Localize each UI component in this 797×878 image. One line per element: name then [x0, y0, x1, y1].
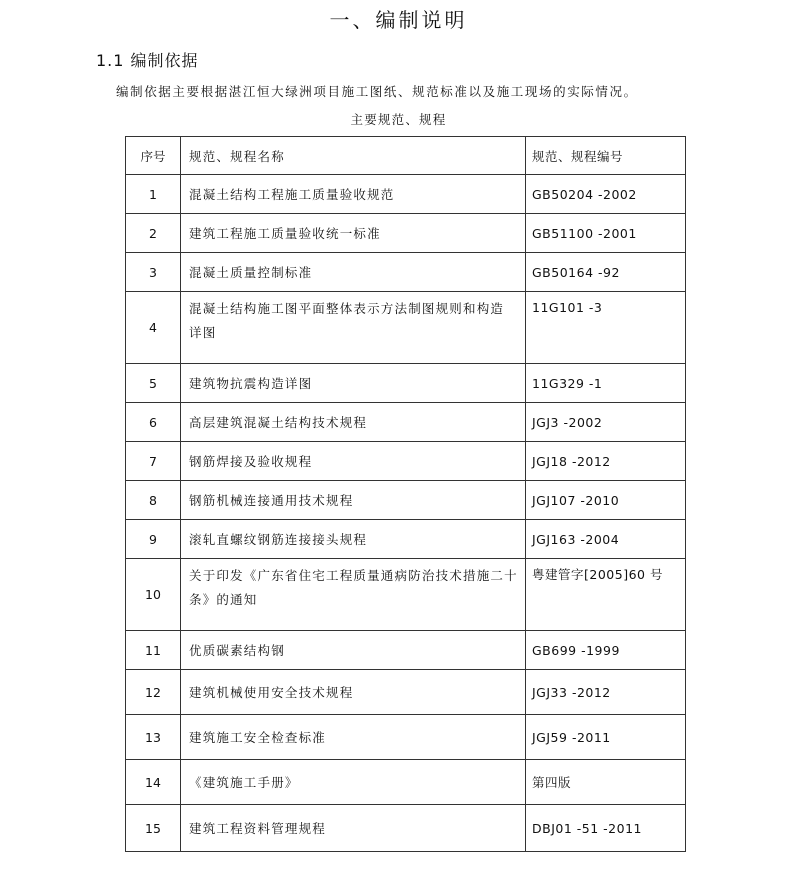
section-heading: 1.1 编制依据 [96, 51, 199, 70]
table-row [126, 292, 686, 364]
row-name-line2: 详图 [189, 325, 217, 340]
row-name [181, 292, 526, 364]
row-code: 11G329 -1 [526, 364, 686, 403]
row-name: 建筑机械使用安全技术规程 [181, 670, 526, 715]
row-name-line2: 条》的通知 [189, 592, 258, 607]
row-name: 高层建筑混凝土结构技术规程 [181, 403, 526, 442]
table-row [126, 175, 686, 214]
table-caption: 主要规范、规程 [350, 112, 447, 127]
table-row [126, 670, 686, 715]
row-name: 滚轧直螺纹钢筋连接接头规程 [181, 520, 526, 559]
header-name: 规范、规程名称 [181, 137, 526, 175]
row-name: 建筑工程资料管理规程 [181, 805, 526, 852]
row-code: GB699 -1999 [526, 631, 686, 670]
table-row [126, 403, 686, 442]
standards-table [125, 136, 686, 852]
row-code: GB50204 -2002 [526, 175, 686, 214]
row-name: 建筑物抗震构造详图 [181, 364, 526, 403]
row-no: 1 [126, 175, 181, 214]
row-code: JGJ3 -2002 [526, 403, 686, 442]
row-name: 优质碳素结构钢 [181, 631, 526, 670]
row-name: 混凝土质量控制标准 [181, 253, 526, 292]
row-name: 《建筑施工手册》 [181, 760, 526, 805]
row-code: JGJ107 -2010 [526, 481, 686, 520]
row-code: DBJ01 -51 -2011 [526, 805, 686, 852]
row-code: JGJ59 -2011 [526, 715, 686, 760]
row-name: 钢筋机械连接通用技术规程 [181, 481, 526, 520]
header-code: 规范、规程编号 [526, 137, 686, 175]
table-row [126, 805, 686, 852]
row-no: 10 [126, 559, 181, 631]
table-header-row [126, 137, 686, 175]
table-row [126, 253, 686, 292]
row-code: GB50164 -92 [526, 253, 686, 292]
table-row [126, 520, 686, 559]
row-name: 建筑工程施工质量验收统一标准 [181, 214, 526, 253]
row-no: 8 [126, 481, 181, 520]
row-no: 3 [126, 253, 181, 292]
row-no: 5 [126, 364, 181, 403]
row-no: 4 [126, 292, 181, 364]
row-code: JGJ33 -2012 [526, 670, 686, 715]
row-code: 粤建管字[2005]60 号 [526, 559, 686, 631]
table-row [126, 631, 686, 670]
row-no: 12 [126, 670, 181, 715]
table-row [126, 214, 686, 253]
row-code: 第四版 [526, 760, 686, 805]
row-code: 11G101 -3 [526, 292, 686, 364]
row-no: 14 [126, 760, 181, 805]
header-no: 序号 [126, 137, 181, 175]
row-no: 7 [126, 442, 181, 481]
row-name: 钢筋焊接及验收规程 [181, 442, 526, 481]
row-no: 13 [126, 715, 181, 760]
row-name-line1: 混凝土结构施工图平面整体表示方法制图规则和构造 [189, 301, 505, 316]
row-name-line1: 关于印发《广东省住宅工程质量通病防治技术措施二十 [189, 568, 518, 583]
row-name: 混凝土结构工程施工质量验收规范 [181, 175, 526, 214]
row-no: 2 [126, 214, 181, 253]
table-row [126, 442, 686, 481]
table-row [126, 481, 686, 520]
intro-paragraph: 编制依据主要根据湛江恒大绿洲项目施工图纸、规范标准以及施工现场的实际情况。 [116, 84, 638, 99]
row-name [181, 559, 526, 631]
table-row [126, 364, 686, 403]
row-no: 11 [126, 631, 181, 670]
row-no: 9 [126, 520, 181, 559]
row-code: JGJ18 -2012 [526, 442, 686, 481]
row-name: 建筑施工安全检查标准 [181, 715, 526, 760]
row-no: 15 [126, 805, 181, 852]
table-row [126, 760, 686, 805]
row-no: 6 [126, 403, 181, 442]
row-code: GB51100 -2001 [526, 214, 686, 253]
row-code: JGJ163 -2004 [526, 520, 686, 559]
table-row [126, 559, 686, 631]
page-title: 一、编制说明 [329, 8, 468, 32]
table-row [126, 715, 686, 760]
